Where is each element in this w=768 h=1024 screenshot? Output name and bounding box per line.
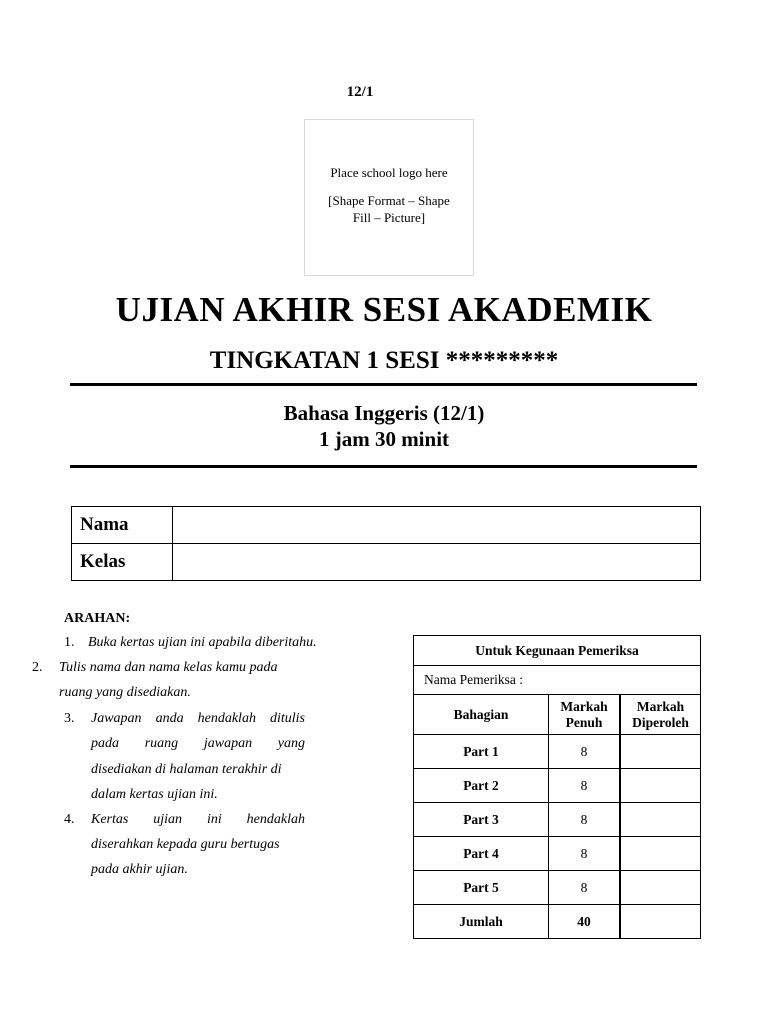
logo-placeholder-line3: Fill – Picture]: [352, 210, 426, 225]
obtained-mark-cell[interactable]: [620, 803, 701, 837]
bottom-divider: [70, 465, 697, 468]
full-mark: 8: [549, 803, 621, 837]
header-obtained-line2: Diperoleh: [632, 714, 689, 730]
instruction-number: 1.: [64, 635, 75, 650]
header-obtained-line1: Markah: [636, 698, 685, 714]
total-obtained-cell[interactable]: [620, 905, 701, 939]
subject-name: Bahasa Inggeris (12/1): [283, 401, 485, 425]
obtained-mark-cell[interactable]: [620, 769, 701, 803]
instruction-item-1: [64, 635, 317, 651]
part-label: Part 1: [414, 735, 549, 769]
total-row: [414, 905, 701, 939]
obtained-mark-cell[interactable]: [620, 871, 701, 905]
name-label: Nama: [72, 507, 173, 544]
full-mark: 8: [549, 735, 621, 769]
top-divider: [70, 383, 697, 386]
instruction-item-2-number-wrap: [32, 660, 43, 676]
table-row: [414, 837, 701, 871]
part-label: Part 3: [414, 803, 549, 837]
total-label: Jumlah: [414, 905, 549, 939]
subject-block: [0, 400, 768, 452]
part-label: Part 4: [414, 837, 549, 871]
name-row: [72, 507, 701, 544]
header-obtained-marks: [620, 695, 701, 735]
table-row: [414, 735, 701, 769]
full-mark: 8: [549, 837, 621, 871]
class-field[interactable]: [173, 544, 701, 581]
instructions-heading: ARAHAN:: [64, 611, 131, 626]
instruction-number: 3.: [64, 711, 75, 726]
header-full-line2: Penuh: [565, 714, 603, 730]
exam-subtitle: TINGKATAN 1 SESI *********: [209, 347, 559, 374]
instruction-number: 2.: [32, 660, 43, 675]
instruction-number: 4.: [64, 812, 75, 827]
school-logo-placeholder[interactable]: [304, 119, 474, 276]
logo-placeholder-line2: [Shape Format – Shape: [328, 193, 450, 208]
examiner-table-title: Untuk Kegunaan Pemeriksa: [414, 636, 701, 666]
class-label: Kelas: [72, 544, 173, 581]
obtained-mark-cell[interactable]: [620, 735, 701, 769]
full-mark: 8: [549, 871, 621, 905]
table-row: [414, 871, 701, 905]
instruction-item-4-line1: Kertas ujian ini hendaklah: [91, 812, 305, 827]
table-row: [414, 769, 701, 803]
examiner-table: [413, 635, 701, 939]
obtained-mark-cell[interactable]: [620, 837, 701, 871]
instruction-item-3-line4: dalam kertas ujian ini.: [91, 787, 218, 802]
table-row: [414, 803, 701, 837]
instruction-item-2-line2: ruang yang disediakan.: [59, 685, 191, 700]
logo-placeholder-line1: Place school logo here: [330, 165, 448, 180]
instruction-item-3-line2: pada ruang jawapan yang: [91, 736, 305, 751]
exam-title: UJIAN AKHIR SESI AKADEMIK: [115, 290, 653, 329]
student-info-table: [71, 506, 701, 581]
header-full-line1: Markah: [560, 698, 608, 714]
instruction-item-3-number-wrap: [64, 711, 75, 727]
instruction-item-4-line3: pada akhir ujian.: [91, 862, 188, 877]
full-mark: 8: [549, 769, 621, 803]
total-full-mark: 40: [549, 905, 621, 939]
part-label: Part 5: [414, 871, 549, 905]
instruction-item-3-line1: Jawapan anda hendaklah ditulis: [91, 711, 305, 726]
header-section: Bahagian: [414, 695, 549, 735]
paper-code: 12/1: [346, 84, 374, 100]
instruction-item-2-line1: Tulis nama dan nama kelas kamu pada: [59, 660, 278, 675]
examiner-name-field[interactable]: Nama Pemeriksa :: [414, 666, 701, 695]
header-full-marks: [549, 695, 621, 735]
exam-duration: 1 jam 30 minit: [318, 427, 450, 451]
class-row: [72, 544, 701, 581]
instruction-text: Buka kertas ujian ini apabila diberitahu.: [88, 635, 317, 650]
instruction-item-4-line2: diserahkan kepada guru bertugas: [91, 837, 280, 852]
name-field[interactable]: [173, 507, 701, 544]
instruction-item-4-number-wrap: [64, 812, 75, 828]
part-label: Part 2: [414, 769, 549, 803]
instruction-item-3-line3: disediakan di halaman terakhir di: [91, 762, 282, 777]
